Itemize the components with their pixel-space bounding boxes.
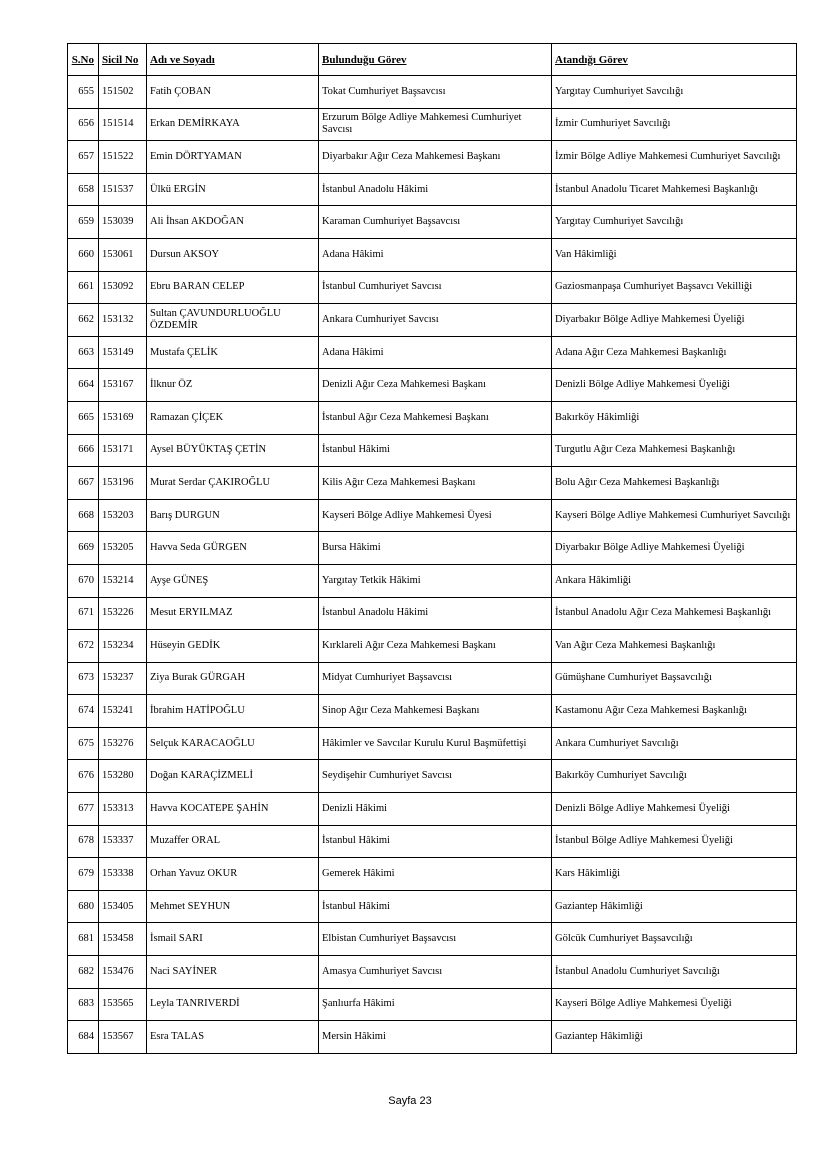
cell-assigned-position: Van Ağır Ceza Mahkemesi Başkanlığı (552, 630, 797, 663)
cell-sno: 684 (68, 1021, 99, 1054)
cell-sno: 672 (68, 630, 99, 663)
cell-name: Havva KOCATEPE ŞAHİN (147, 793, 319, 826)
cell-current-position: Hâkimler ve Savcılar Kurulu Kurul Başmüfettişi (319, 727, 552, 760)
cell-sno: 662 (68, 304, 99, 337)
cell-sno: 667 (68, 467, 99, 500)
cell-assigned-position: Bakırköy Cumhuriyet Savcılığı (552, 760, 797, 793)
table-row (68, 858, 797, 891)
cell-sno: 678 (68, 825, 99, 858)
cell-sno: 681 (68, 923, 99, 956)
cell-sno: 666 (68, 434, 99, 467)
cell-assigned-position: İstanbul Bölge Adliye Mahkemesi Üyeliği (552, 825, 797, 858)
table-row (68, 988, 797, 1021)
cell-assigned-position: Kayseri Bölge Adliye Mahkemesi Cumhuriyet Savcılığı (552, 499, 797, 532)
table-row (68, 271, 797, 304)
cell-name: İbrahim HATİPOĞLU (147, 695, 319, 728)
cell-name: Ülkü ERGİN (147, 173, 319, 206)
cell-sicil-no: 153337 (99, 825, 147, 858)
cell-sicil-no: 153169 (99, 401, 147, 434)
cell-sno: 670 (68, 564, 99, 597)
cell-assigned-position: Yargıtay Cumhuriyet Savcılığı (552, 76, 797, 109)
table-row (68, 532, 797, 565)
cell-name: Aysel BÜYÜKTAŞ ÇETİN (147, 434, 319, 467)
cell-current-position: Sinop Ağır Ceza Mahkemesi Başkanı (319, 695, 552, 728)
cell-name: Murat Serdar ÇAKIROĞLU (147, 467, 319, 500)
appointments-table (67, 43, 797, 1054)
table-row (68, 434, 797, 467)
cell-assigned-position: Bakırköy Hâkimliği (552, 401, 797, 434)
cell-name: Ramazan ÇİÇEK (147, 401, 319, 434)
cell-sno: 657 (68, 141, 99, 174)
table-row (68, 108, 797, 141)
table-row (68, 141, 797, 174)
cell-name: Emin DÖRTYAMAN (147, 141, 319, 174)
cell-sno: 675 (68, 727, 99, 760)
cell-name: Mehmet SEYHUN (147, 890, 319, 923)
cell-current-position: Seydişehir Cumhuriyet Savcısı (319, 760, 552, 793)
cell-assigned-position: Diyarbakır Bölge Adliye Mahkemesi Üyeliği (552, 532, 797, 565)
cell-current-position: Şanlıurfa Hâkimi (319, 988, 552, 1021)
table-row (68, 467, 797, 500)
cell-name: Dursun AKSOY (147, 238, 319, 271)
cell-current-position: İstanbul Hâkimi (319, 434, 552, 467)
cell-assigned-position: Ankara Hâkimliği (552, 564, 797, 597)
cell-current-position: Kayseri Bölge Adliye Mahkemesi Üyesi (319, 499, 552, 532)
cell-assigned-position: Gölcük Cumhuriyet Başsavcılığı (552, 923, 797, 956)
cell-name: Erkan DEMİRKAYA (147, 108, 319, 141)
cell-assigned-position: Adana Ağır Ceza Mahkemesi Başkanlığı (552, 336, 797, 369)
table-row (68, 597, 797, 630)
cell-name: Muzaffer ORAL (147, 825, 319, 858)
cell-current-position: Adana Hâkimi (319, 336, 552, 369)
cell-sicil-no: 153214 (99, 564, 147, 597)
table-row (68, 304, 797, 337)
cell-sno: 655 (68, 76, 99, 109)
header-current-position: Bulunduğu Görev (319, 44, 552, 76)
cell-sicil-no: 153458 (99, 923, 147, 956)
cell-assigned-position: Kars Hâkimliği (552, 858, 797, 891)
cell-assigned-position: İstanbul Anadolu Ağır Ceza Mahkemesi Başkanlığı (552, 597, 797, 630)
cell-assigned-position: İstanbul Anadolu Cumhuriyet Savcılığı (552, 956, 797, 989)
cell-assigned-position: Denizli Bölge Adliye Mahkemesi Üyeliği (552, 793, 797, 826)
cell-name: İsmail SARI (147, 923, 319, 956)
table-row (68, 727, 797, 760)
cell-sno: 663 (68, 336, 99, 369)
header-sicil-no: Sicil No (99, 44, 147, 76)
cell-assigned-position: Gaziantep Hâkimliği (552, 1021, 797, 1054)
cell-name: Ebru BARAN CELEP (147, 271, 319, 304)
cell-name: Mustafa ÇELİK (147, 336, 319, 369)
cell-sicil-no: 153338 (99, 858, 147, 891)
cell-assigned-position: Gümüşhane Cumhuriyet Başsavcılığı (552, 662, 797, 695)
cell-name: Hüseyin GEDİK (147, 630, 319, 663)
cell-sicil-no: 153405 (99, 890, 147, 923)
cell-sno: 673 (68, 662, 99, 695)
table-row (68, 206, 797, 239)
cell-name: Havva Seda GÜRGEN (147, 532, 319, 565)
cell-name: Esra TALAS (147, 1021, 319, 1054)
cell-assigned-position: Van Hâkimliği (552, 238, 797, 271)
cell-sno: 661 (68, 271, 99, 304)
cell-current-position: Denizli Hâkimi (319, 793, 552, 826)
cell-assigned-position: Yargıtay Cumhuriyet Savcılığı (552, 206, 797, 239)
cell-current-position: Ankara Cumhuriyet Savcısı (319, 304, 552, 337)
cell-name: Fatih ÇOBAN (147, 76, 319, 109)
cell-sicil-no: 153237 (99, 662, 147, 695)
cell-current-position: İstanbul Ağır Ceza Mahkemesi Başkanı (319, 401, 552, 434)
table-row (68, 825, 797, 858)
cell-sno: 656 (68, 108, 99, 141)
cell-assigned-position: Gaziosmanpaşa Cumhuriyet Başsavcı Vekilliği (552, 271, 797, 304)
cell-current-position: Amasya Cumhuriyet Savcısı (319, 956, 552, 989)
header-assigned-position: Atandığı Görev (552, 44, 797, 76)
page-number: Sayfa 23 (388, 1095, 432, 1107)
cell-sno: 668 (68, 499, 99, 532)
cell-assigned-position: İzmir Bölge Adliye Mahkemesi Cumhuriyet Savcılığı (552, 141, 797, 174)
cell-sicil-no: 151537 (99, 173, 147, 206)
cell-sicil-no: 153313 (99, 793, 147, 826)
cell-current-position: Kilis Ağır Ceza Mahkemesi Başkanı (319, 467, 552, 500)
cell-name: Selçuk KARACAOĞLU (147, 727, 319, 760)
cell-current-position: Mersin Hâkimi (319, 1021, 552, 1054)
table-row (68, 238, 797, 271)
cell-name: Doğan KARAÇİZMELİ (147, 760, 319, 793)
cell-name: Naci SAYİNER (147, 956, 319, 989)
cell-name: Sultan ÇAVUNDURLUOĞLU ÖZDEMİR (147, 304, 319, 337)
cell-current-position: İstanbul Hâkimi (319, 825, 552, 858)
cell-current-position: Gemerek Hâkimi (319, 858, 552, 891)
cell-current-position: Karaman Cumhuriyet Başsavcısı (319, 206, 552, 239)
table-row (68, 760, 797, 793)
cell-current-position: İstanbul Hâkimi (319, 890, 552, 923)
cell-current-position: Bursa Hâkimi (319, 532, 552, 565)
table-row (68, 956, 797, 989)
cell-name: Leyla TANRIVERDİ (147, 988, 319, 1021)
cell-sno: 679 (68, 858, 99, 891)
cell-sicil-no: 153567 (99, 1021, 147, 1054)
table-row (68, 793, 797, 826)
table-body (68, 76, 797, 1054)
cell-name: Ayşe GÜNEŞ (147, 564, 319, 597)
cell-sno: 669 (68, 532, 99, 565)
cell-current-position: İstanbul Anadolu Hâkimi (319, 597, 552, 630)
cell-assigned-position: Denizli Bölge Adliye Mahkemesi Üyeliği (552, 369, 797, 402)
cell-sicil-no: 153241 (99, 695, 147, 728)
cell-current-position: Yargıtay Tetkik Hâkimi (319, 564, 552, 597)
cell-sno: 660 (68, 238, 99, 271)
cell-current-position: Erzurum Bölge Adliye Mahkemesi Cumhuriyet Savcısı (319, 108, 552, 141)
cell-sicil-no: 153276 (99, 727, 147, 760)
cell-current-position: Adana Hâkimi (319, 238, 552, 271)
cell-sicil-no: 153171 (99, 434, 147, 467)
cell-current-position: Diyarbakır Ağır Ceza Mahkemesi Başkanı (319, 141, 552, 174)
table-row (68, 630, 797, 663)
cell-current-position: Midyat Cumhuriyet Başsavcısı (319, 662, 552, 695)
table-row (68, 499, 797, 532)
table-header-row (68, 44, 797, 76)
cell-name: Barış DURGUN (147, 499, 319, 532)
cell-current-position: Kırklareli Ağır Ceza Mahkemesi Başkanı (319, 630, 552, 663)
table-row (68, 336, 797, 369)
cell-sicil-no: 151522 (99, 141, 147, 174)
cell-sicil-no: 153039 (99, 206, 147, 239)
cell-sicil-no: 151502 (99, 76, 147, 109)
cell-sno: 682 (68, 956, 99, 989)
table-row (68, 76, 797, 109)
cell-assigned-position: Gaziantep Hâkimliği (552, 890, 797, 923)
cell-sno: 665 (68, 401, 99, 434)
cell-sicil-no: 153234 (99, 630, 147, 663)
cell-assigned-position: İstanbul Anadolu Ticaret Mahkemesi Başkanlığı (552, 173, 797, 206)
table-row (68, 695, 797, 728)
table-row (68, 564, 797, 597)
cell-sno: 680 (68, 890, 99, 923)
table-row (68, 369, 797, 402)
cell-name: Mesut ERYILMAZ (147, 597, 319, 630)
cell-sicil-no: 153565 (99, 988, 147, 1021)
cell-sno: 677 (68, 793, 99, 826)
table-row (68, 401, 797, 434)
table-row (68, 173, 797, 206)
cell-sicil-no: 153203 (99, 499, 147, 532)
header-name: Adı ve Soyadı (147, 44, 319, 76)
cell-assigned-position: Bolu Ağır Ceza Mahkemesi Başkanlığı (552, 467, 797, 500)
table-row (68, 662, 797, 695)
cell-sno: 658 (68, 173, 99, 206)
cell-sicil-no: 153280 (99, 760, 147, 793)
cell-assigned-position: Diyarbakır Bölge Adliye Mahkemesi Üyeliği (552, 304, 797, 337)
cell-sno: 664 (68, 369, 99, 402)
cell-assigned-position: İzmir Cumhuriyet Savcılığı (552, 108, 797, 141)
table-row (68, 923, 797, 956)
cell-current-position: İstanbul Anadolu Hâkimi (319, 173, 552, 206)
cell-sicil-no: 153226 (99, 597, 147, 630)
cell-assigned-position: Kastamonu Ağır Ceza Mahkemesi Başkanlığı (552, 695, 797, 728)
cell-name: Orhan Yavuz OKUR (147, 858, 319, 891)
header-sno: S.No (68, 44, 99, 76)
cell-current-position: Elbistan Cumhuriyet Başsavcısı (319, 923, 552, 956)
cell-sicil-no: 153149 (99, 336, 147, 369)
cell-name: Ali İhsan AKDOĞAN (147, 206, 319, 239)
cell-name: İlknur ÖZ (147, 369, 319, 402)
cell-sno: 676 (68, 760, 99, 793)
cell-sno: 674 (68, 695, 99, 728)
cell-sicil-no: 153132 (99, 304, 147, 337)
cell-sno: 659 (68, 206, 99, 239)
cell-sicil-no: 153061 (99, 238, 147, 271)
cell-assigned-position: Turgutlu Ağır Ceza Mahkemesi Başkanlığı (552, 434, 797, 467)
cell-sicil-no: 151514 (99, 108, 147, 141)
cell-sicil-no: 153476 (99, 956, 147, 989)
cell-sicil-no: 153167 (99, 369, 147, 402)
cell-sicil-no: 153092 (99, 271, 147, 304)
cell-sicil-no: 153205 (99, 532, 147, 565)
cell-current-position: Denizli Ağır Ceza Mahkemesi Başkanı (319, 369, 552, 402)
cell-assigned-position: Ankara Cumhuriyet Savcılığı (552, 727, 797, 760)
cell-assigned-position: Kayseri Bölge Adliye Mahkemesi Üyeliği (552, 988, 797, 1021)
cell-current-position: Tokat Cumhuriyet Başsavcısı (319, 76, 552, 109)
table-row (68, 890, 797, 923)
cell-current-position: İstanbul Cumhuriyet Savcısı (319, 271, 552, 304)
cell-sno: 671 (68, 597, 99, 630)
cell-sno: 683 (68, 988, 99, 1021)
table-row (68, 1021, 797, 1054)
cell-sicil-no: 153196 (99, 467, 147, 500)
cell-name: Ziya Burak GÜRGAH (147, 662, 319, 695)
